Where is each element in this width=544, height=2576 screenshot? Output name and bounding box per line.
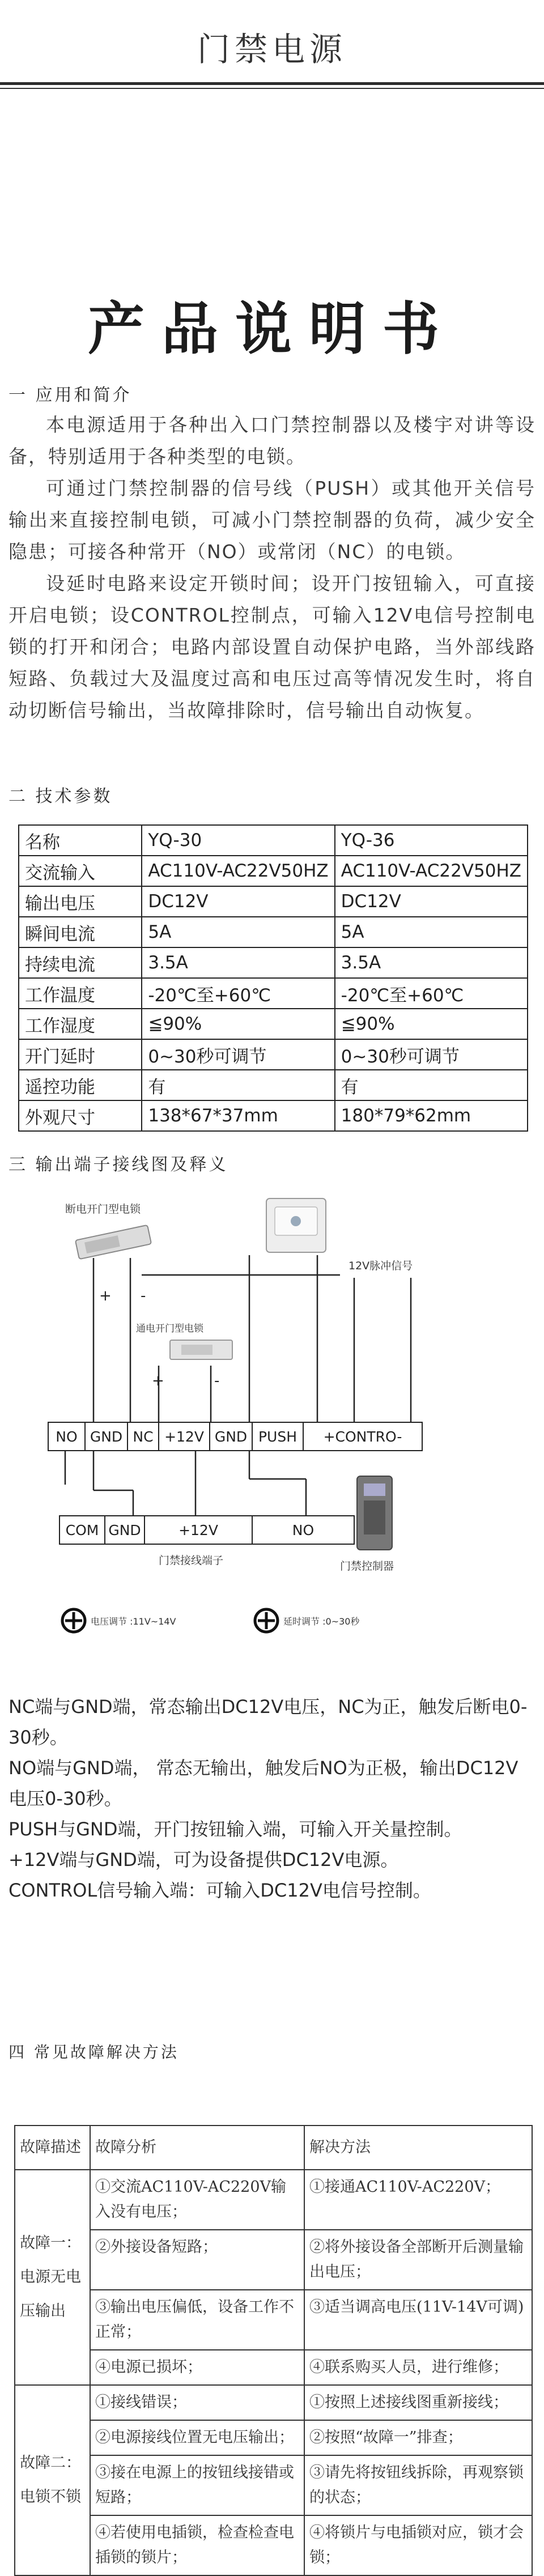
fault-row [15,2455,532,2515]
fault-solution: ③请先将按钮线拆除，再观察锁的状态； [304,2455,532,2515]
terminal-notes [8,1691,536,1906]
specs-cell: AC110V-AC22V50HZ [142,856,334,886]
lock-poweroff-label: 断电开门型电锁 [65,1203,141,1215]
plus-marker: + [99,1287,112,1304]
fault-analysis: ③接在电源上的按钮线接错或短路； [90,2455,304,2515]
specs-cell: 0~30秒可调节 [335,1039,528,1070]
specs-cell: YQ-30 [142,825,334,856]
specs-cell: ≦90% [335,1009,528,1039]
specs-cell: 5A [142,917,334,947]
section1-heading: 一 应用和简介 [8,385,132,405]
fault-header-cell: 故障分析 [90,2126,304,2170]
terminal-label: +12V [178,1522,218,1538]
specs-row [19,917,528,947]
lock-poweron-label: 通电开门型电锁 [136,1323,203,1334]
specs-cell: 持续电流 [19,947,142,978]
fault-solution: ④将锁片与电插锁对应，锁才会锁； [304,2515,532,2575]
terminal-label: COM [65,1522,99,1538]
fault-solution: ①接通AC110V-AC220V； [304,2170,532,2230]
specs-row [19,886,528,917]
fault-name: 故障一：电源无电压输出 [15,2170,90,2385]
wiring-diagram [0,1173,544,1672]
specs-cell: 工作温度 [19,978,142,1009]
specs-cell: 138*67*37mm [142,1100,334,1131]
fault-analysis: ③输出电压偏低，设备工作不正常； [90,2290,304,2350]
specs-cell: 5A [335,917,528,947]
specs-cell: AC110V-AC22V50HZ [335,856,528,886]
specs-cell: 名称 [19,825,142,856]
specs-cell: YQ-36 [335,825,528,856]
fault-solution: ③适当调高电压(11V-14V可调) [304,2290,532,2350]
specs-row [19,1070,528,1100]
document-title: 产品说明书 [88,295,456,362]
specs-cell: 有 [142,1070,334,1100]
specs-cell: 遥控功能 [19,1070,142,1100]
controller-terminal-block [60,1516,354,1544]
pulse-signal-label: 12V脉冲信号 [348,1260,413,1272]
specs-cell: 外观尺寸 [19,1100,142,1131]
specs-cell: 3.5A [142,947,334,978]
specs-cell: 工作湿度 [19,1009,142,1039]
plus-marker: + [152,1372,164,1389]
fault-row [15,2420,532,2455]
specs-cell: 有 [335,1070,528,1100]
controller-label: 门禁控制器 [340,1560,394,1572]
voltage-knob-icon [62,1609,85,1632]
specs-cell: 180*79*62mm [335,1100,528,1131]
note-line: NC端与GND端，常态输出DC12V电压，NC为正，触发后断电0-30秒。 [8,1696,528,1748]
specs-cell: DC12V [142,886,334,917]
fault-analysis: ②外接设备短路； [90,2230,304,2290]
specs-cell: 输出电压 [19,886,142,917]
specs-cell: 0~30秒可调节 [142,1039,334,1070]
note-line: CONTROL信号输入端：可输入DC12V电信号控制。 [8,1880,431,1901]
specs-row [19,1009,528,1039]
access-controller-icon [357,1476,392,1550]
fault-analysis: ②电源接线位置无电压输出； [90,2420,304,2455]
terminal-label: +12V [164,1429,204,1445]
header-divider [0,82,544,85]
fault-solution: ①按照上述接线图重新接线； [304,2385,532,2420]
fault-row [15,2290,532,2350]
fault-row [15,2350,532,2385]
terminal-label: PUSH [258,1429,298,1445]
terminal-label: GND [90,1429,123,1445]
specs-row [19,1100,528,1131]
specs-cell: -20℃至+60℃ [142,978,334,1009]
specs-row [19,1039,528,1070]
page-header-title: 门禁电源 [197,30,347,69]
terminal-label: GND [108,1522,141,1538]
section1-paragraph: 本电源适用于各种出入口门禁控制器以及楼宇对讲等设备，特别适用于各种类型的电锁。 [8,414,536,467]
fault-table [14,2125,533,2576]
delay-knob-icon [255,1609,278,1632]
exit-button-icon [266,1198,326,1252]
controller-terminal-label: 门禁接线端子 [159,1554,224,1567]
fault-row [15,2515,532,2575]
specs-header-row [19,825,528,856]
electric-lock-icon [75,1225,151,1259]
fault-analysis: ①接线错误； [90,2385,304,2420]
section4-heading: 四 常见故障解决方法 [8,2043,179,2061]
terminal-label: GND [214,1429,248,1445]
power-terminal-block [48,1422,422,1451]
fault-analysis: ④电源已损坏； [90,2350,304,2385]
minus-marker: - [214,1372,220,1389]
fault-solution: ②将外接设备全部断开后测量输出电压； [304,2230,532,2290]
note-line: +12V端与GND端，可为设备提供DC12V电源。 [8,1849,399,1871]
fault-row [15,2230,532,2290]
fault-analysis: ④若使用电插锁，检查检查电插锁的锁片； [90,2515,304,2575]
specs-cell: 3.5A [335,947,528,978]
minus-marker: - [141,1287,146,1304]
header-divider-thin [0,88,544,89]
specs-cell: ≦90% [142,1009,334,1039]
fault-header-cell: 解决方法 [304,2126,532,2170]
fault-header-cell: 故障描述 [15,2126,90,2170]
specs-cell: -20℃至+60℃ [335,978,528,1009]
specs-row [19,978,528,1009]
specs-cell: 开门延时 [19,1039,142,1070]
specs-table [18,824,528,1132]
terminal-label: +CONTRO- [323,1429,402,1445]
specs-cell: DC12V [335,886,528,917]
section1-paragraph: 可通过门禁控制器的信号线（PUSH）或其他开关信号输出来直接控制电锁，可减小门禁控制器的负荷，减少安全隐患；可接各种常开（NO）或常闭（NC）的电锁。 [8,477,536,563]
electric-strike-icon [170,1340,232,1359]
section1-body [8,409,536,726]
terminal-label: NO [56,1429,78,1445]
section3-heading: 三 输出端子接线图及释义 [8,1155,228,1175]
fault-solution: ④联系购买人员，进行维修； [304,2350,532,2385]
specs-row [19,947,528,978]
note-line: NO端与GND端， 常态无输出，触发后NO为正极，输出DC12V电压0-30秒。 [8,1757,518,1809]
specs-cell: 瞬间电流 [19,917,142,947]
delay-adjust-label: 延时调节 :0~30秒 [283,1616,360,1627]
specs-row [19,856,528,886]
section2-heading: 二 技术参数 [8,787,113,806]
specs-cell: 交流输入 [19,856,142,886]
terminal-label: NO [292,1522,314,1538]
section1-paragraph: 设延时电路来设定开锁时间；设开门按钮输入，可直接开启电锁；设CONTROL控制点，可输入12V电信号控制电锁的打开和闭合；电路内部设置自动保护电路，当外部线路短路、负载过大及温度过高和电压过高等情况发生时，将自动切断信号输出，当故障排除时，信号输出自动恢复。 [8,572,536,721]
fault-name: 故障二：电锁不锁 [15,2385,90,2575]
terminal-label: NC [133,1429,154,1445]
fault-solution: ②按照“故障一”排查； [304,2420,532,2455]
fault-header-row [15,2126,532,2170]
voltage-adjust-label: 电压调节 :11V~14V [91,1616,176,1627]
fault-row [15,2170,532,2230]
fault-analysis: ①交流AC110V-AC220V输入没有电压； [90,2170,304,2230]
note-line: PUSH与GND端，开门按钮输入端，可输入开关量控制。 [8,1818,462,1840]
fault-row [15,2385,532,2420]
